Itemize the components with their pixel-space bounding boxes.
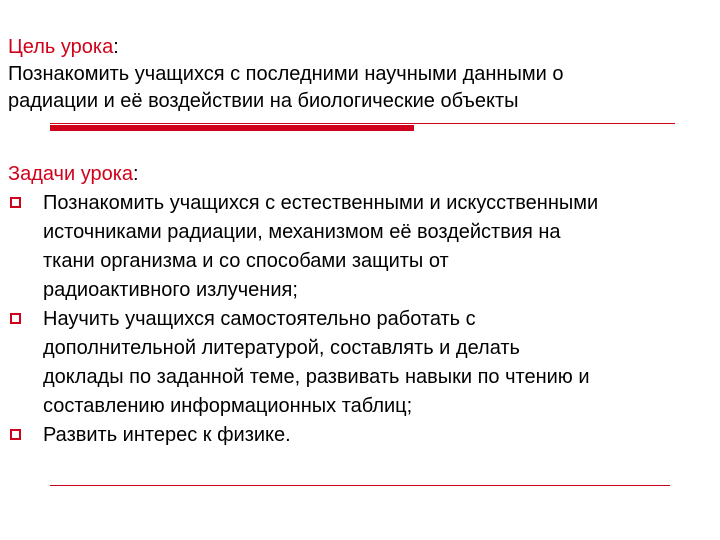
task-line: ткани организма и со способами защиты от — [43, 250, 449, 272]
lesson-goal-section — [8, 34, 708, 115]
goal-divider-bar — [50, 125, 414, 131]
goal-divider-line — [50, 123, 675, 124]
lesson-tasks-colon: : — [133, 163, 139, 185]
bottom-divider-line — [50, 485, 670, 486]
lesson-goal-heading — [8, 34, 708, 61]
task-list — [8, 189, 716, 450]
square-bullet-icon — [10, 197, 21, 208]
lesson-goal-colon: : — [113, 36, 119, 58]
task-line: Развить интерес к физике. — [43, 424, 291, 446]
square-bullet-icon — [10, 313, 21, 324]
lesson-goal-line: радиации и её воздействии на биологические объекты — [8, 90, 519, 112]
lesson-goal-line: Познакомить учащихся с последними научными данными о — [8, 63, 564, 85]
lesson-goal-label: Цель урока — [8, 36, 114, 58]
lesson-goal-text — [8, 61, 708, 115]
lesson-tasks-heading — [8, 160, 716, 189]
list-item — [8, 421, 716, 450]
square-bullet-icon — [10, 429, 21, 440]
task-line: радиоактивного излучения; — [43, 279, 298, 301]
task-line: составлению информационных таблиц; — [43, 395, 413, 417]
list-item — [8, 189, 716, 305]
task-line: Познакомить учащихся с естественными и искусственными — [43, 192, 599, 214]
task-line: источниками радиации, механизмом её воздействия на — [43, 221, 561, 243]
task-line: доклады по заданной теме, развивать навыки по чтению и — [43, 366, 590, 388]
lesson-tasks-label: Задачи урока — [8, 163, 134, 185]
task-line: Научить учащихся самостоятельно работать с — [43, 308, 476, 330]
list-item — [8, 305, 716, 421]
task-line: дополнительной литературой, составлять и делать — [43, 337, 520, 359]
lesson-tasks-section — [8, 160, 716, 450]
